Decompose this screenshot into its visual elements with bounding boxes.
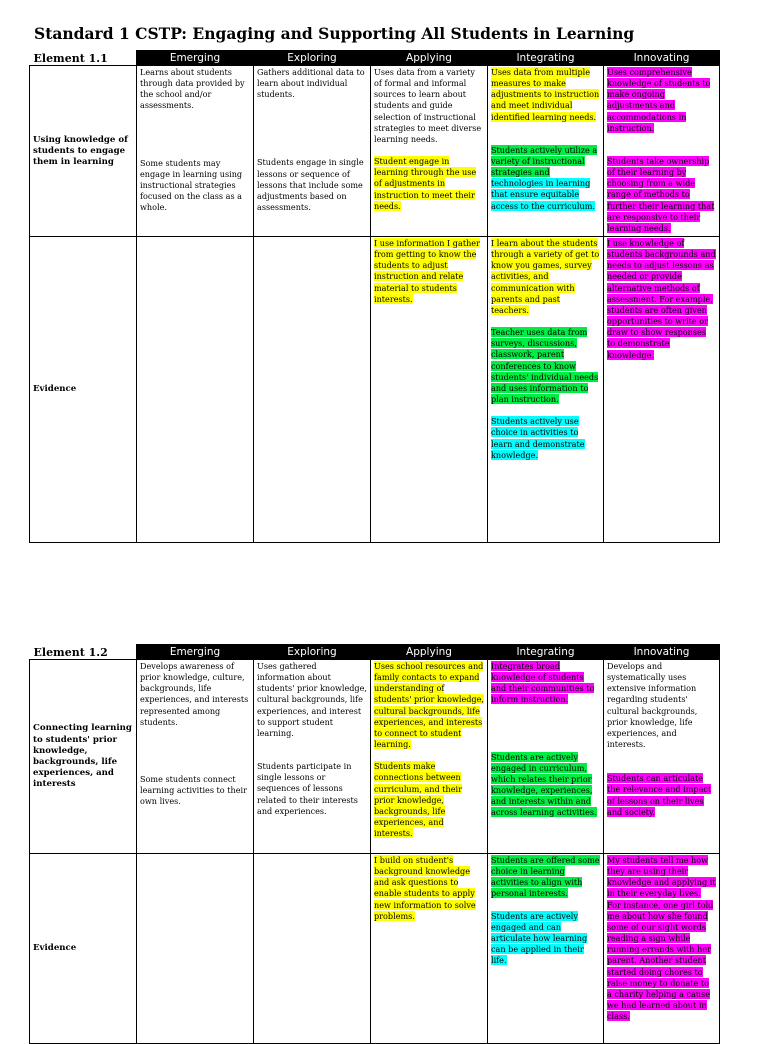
element-1-2-evidence-label: Evidence — [30, 854, 137, 1044]
element-1-2-rubric-table — [29, 644, 759, 1044]
level-header-applying: Applying — [371, 645, 488, 660]
element-1-1-evidence-emerging — [137, 237, 254, 543]
descriptor-text: Develops awareness of prior knowledge, culture, backgrounds, life experiences, and interests represented among students. — [140, 661, 249, 727]
student-descriptor-text: Students engage in single lessons or sequence of lessons that include some adjustments based on assessments. — [257, 157, 364, 213]
student-descriptor-text: Some students connect learning activities to their own lives. — [140, 773, 247, 807]
evidence-text: I learn about the students through a variety of get to know you games, survey activities, and communication with parents and past teachers. — [491, 238, 600, 315]
highlighted-student-descriptor: Student engage in learning through the use of adjustments in instruction to meet their needs. — [374, 156, 477, 211]
level-header-exploring: Exploring — [254, 645, 371, 660]
student-descriptor-text: Students participate in single lessons or sequences of lessons related to their interests and experiences. — [257, 761, 358, 816]
descriptor-text: Uses gathered information about students' prior knowledge, cultural backgrounds, life experiences, and interest to support student learning. — [257, 661, 367, 738]
element-1-2-innovating-cell — [604, 660, 720, 854]
element-1-2-row-label: Connecting learning to students' prior knowledge, backgrounds, life experiences, and interests — [30, 660, 137, 854]
level-header-emerging: Emerging — [137, 645, 254, 660]
level-header-integrating: Integrating — [488, 51, 604, 66]
highlighted-student-descriptor: Students actively utilize a variety of instructional strategies and — [491, 144, 598, 178]
highlighted-student-descriptor: Students are actively engaged in curriculum, which relates their prior knowledge, experiences, and interests within and across learning activities. — [491, 751, 597, 818]
element-1-1-evidence-applying — [371, 237, 488, 543]
highlighted-student-descriptor: Students make connections between curriculum, and their prior knowledge, backgrounds, life experiences, and interests. — [374, 761, 462, 839]
element-1-1-integrating-cell — [488, 66, 604, 237]
evidence-text: I build on student's background knowledge and ask questions to enable students to apply new information to solve problems. — [374, 855, 476, 921]
element-1-2-emerging-cell — [137, 660, 254, 854]
level-header-applying: Applying — [371, 51, 488, 66]
element-1-2-evidence-integrating — [488, 854, 604, 1044]
element-1-1-evidence-innovating — [604, 237, 720, 543]
evidence-text: Teacher uses data from surveys, discussions, classwork, parent conferences to know students' individual needs and uses information to plan instruction. — [491, 327, 599, 405]
highlighted-descriptor: Uses school resources and family contacts to expand understanding of students' prior knowledge, cultural backgrounds, life experiences, and interests to connect to student learning. — [374, 661, 484, 750]
element-1-1-evidence-integrating — [488, 237, 604, 543]
element-1-2-integrating-cell — [488, 660, 604, 854]
element-1-2-name: Element 1.2 — [30, 645, 137, 660]
element-1-1-evidence-exploring — [254, 237, 371, 543]
descriptor-text: Uses data from a variety of formal and informal sources to learn about students and guide selection of instructional strategies to meet diverse learning needs. — [374, 67, 482, 144]
element-1-2-evidence-innovating — [604, 854, 720, 1044]
evidence-text: My students tell me how they are using their knowledge and applying it in their everyday lives. For instance, one girl told me about how she found some of our sight words reading a sign while running errands with her parent. Another student started doing chores to raise money to donate to a charity helping a cause we had learned about in class. — [607, 855, 716, 1022]
level-header-emerging: Emerging — [137, 51, 254, 66]
element-1-1-name: Element 1.1 — [30, 51, 137, 66]
level-header-innovating: Innovating — [604, 51, 720, 66]
student-descriptor-text: Some students may engage in learning using instructional strategies focused on the class as a whole. — [140, 157, 243, 213]
element-1-1-exploring-cell — [254, 66, 371, 237]
evidence-text: I use knowledge of students backgrounds and needs to adjust lessons as needed or provide alternative methods of assessment. For example, students are often given opportunities to write or draw to show responses to demonstrate knowledge. — [607, 238, 716, 360]
evidence-text: I use information I gather from getting to know the students to adjust instruction and relate material to students interests. — [374, 238, 480, 304]
element-1-1-innovating-cell — [604, 66, 720, 237]
level-header-exploring: Exploring — [254, 51, 371, 66]
level-header-integrating: Integrating — [488, 645, 604, 660]
highlighted-descriptor: Uses data from multiple measures to make adjustments to instruction and meet individual identified learning needs. — [491, 67, 600, 122]
evidence-text: Students are actively engaged and can articulate how learning can be applied in their life. — [491, 910, 588, 966]
page-title: Standard 1 CSTP: Engaging and Supporting All Students in Learning — [34, 24, 635, 43]
element-1-1-emerging-cell — [137, 66, 254, 237]
descriptor-text: Develops and systematically uses extensive information regarding students' cultural backgrounds, prior knowledge, life experiences, and interests. — [607, 661, 698, 750]
element-1-2-applying-cell — [371, 660, 488, 854]
evidence-text: Students actively use choice in activities to learn and demonstrate knowledge. — [491, 416, 585, 460]
highlighted-student-descriptor: Students take ownership of their learning by choosing from a wide range of methods to further their learning that are responsive to their learning needs. — [607, 155, 715, 233]
descriptor-text: Learns about students through data provided by the school and/or assessments. — [140, 67, 245, 111]
highlighted-student-descriptor-continued: technologies in learning that ensure equitable access to the curriculum. — [491, 178, 595, 211]
highlighted-descriptor: Integrates broad knowledge of students and their communities to inform instruction. — [491, 661, 595, 705]
element-1-1-evidence-label: Evidence — [30, 237, 137, 543]
highlighted-student-descriptor: Students can articulate the relevance and impact of lessons on their lives and society. — [607, 773, 712, 817]
highlighted-descriptor: Uses comprehensive knowledge of students to make ongoing adjustments and accommodations in instruction. — [607, 67, 711, 133]
element-1-1-applying-cell — [371, 66, 488, 237]
element-1-2-evidence-exploring — [254, 854, 371, 1044]
level-header-innovating: Innovating — [604, 645, 720, 660]
element-1-2-evidence-emerging — [137, 854, 254, 1044]
element-1-2-exploring-cell — [254, 660, 371, 854]
descriptor-text: Gathers additional data to learn about individual students. — [257, 67, 365, 100]
element-1-2-evidence-applying — [371, 854, 488, 1044]
element-1-1-rubric-table — [29, 50, 759, 543]
evidence-text: Students are offered some choice in learning activities to align with personal interests. — [491, 855, 600, 899]
element-1-1-row-label: Using knowledge of students to engage them in learning — [30, 66, 137, 237]
